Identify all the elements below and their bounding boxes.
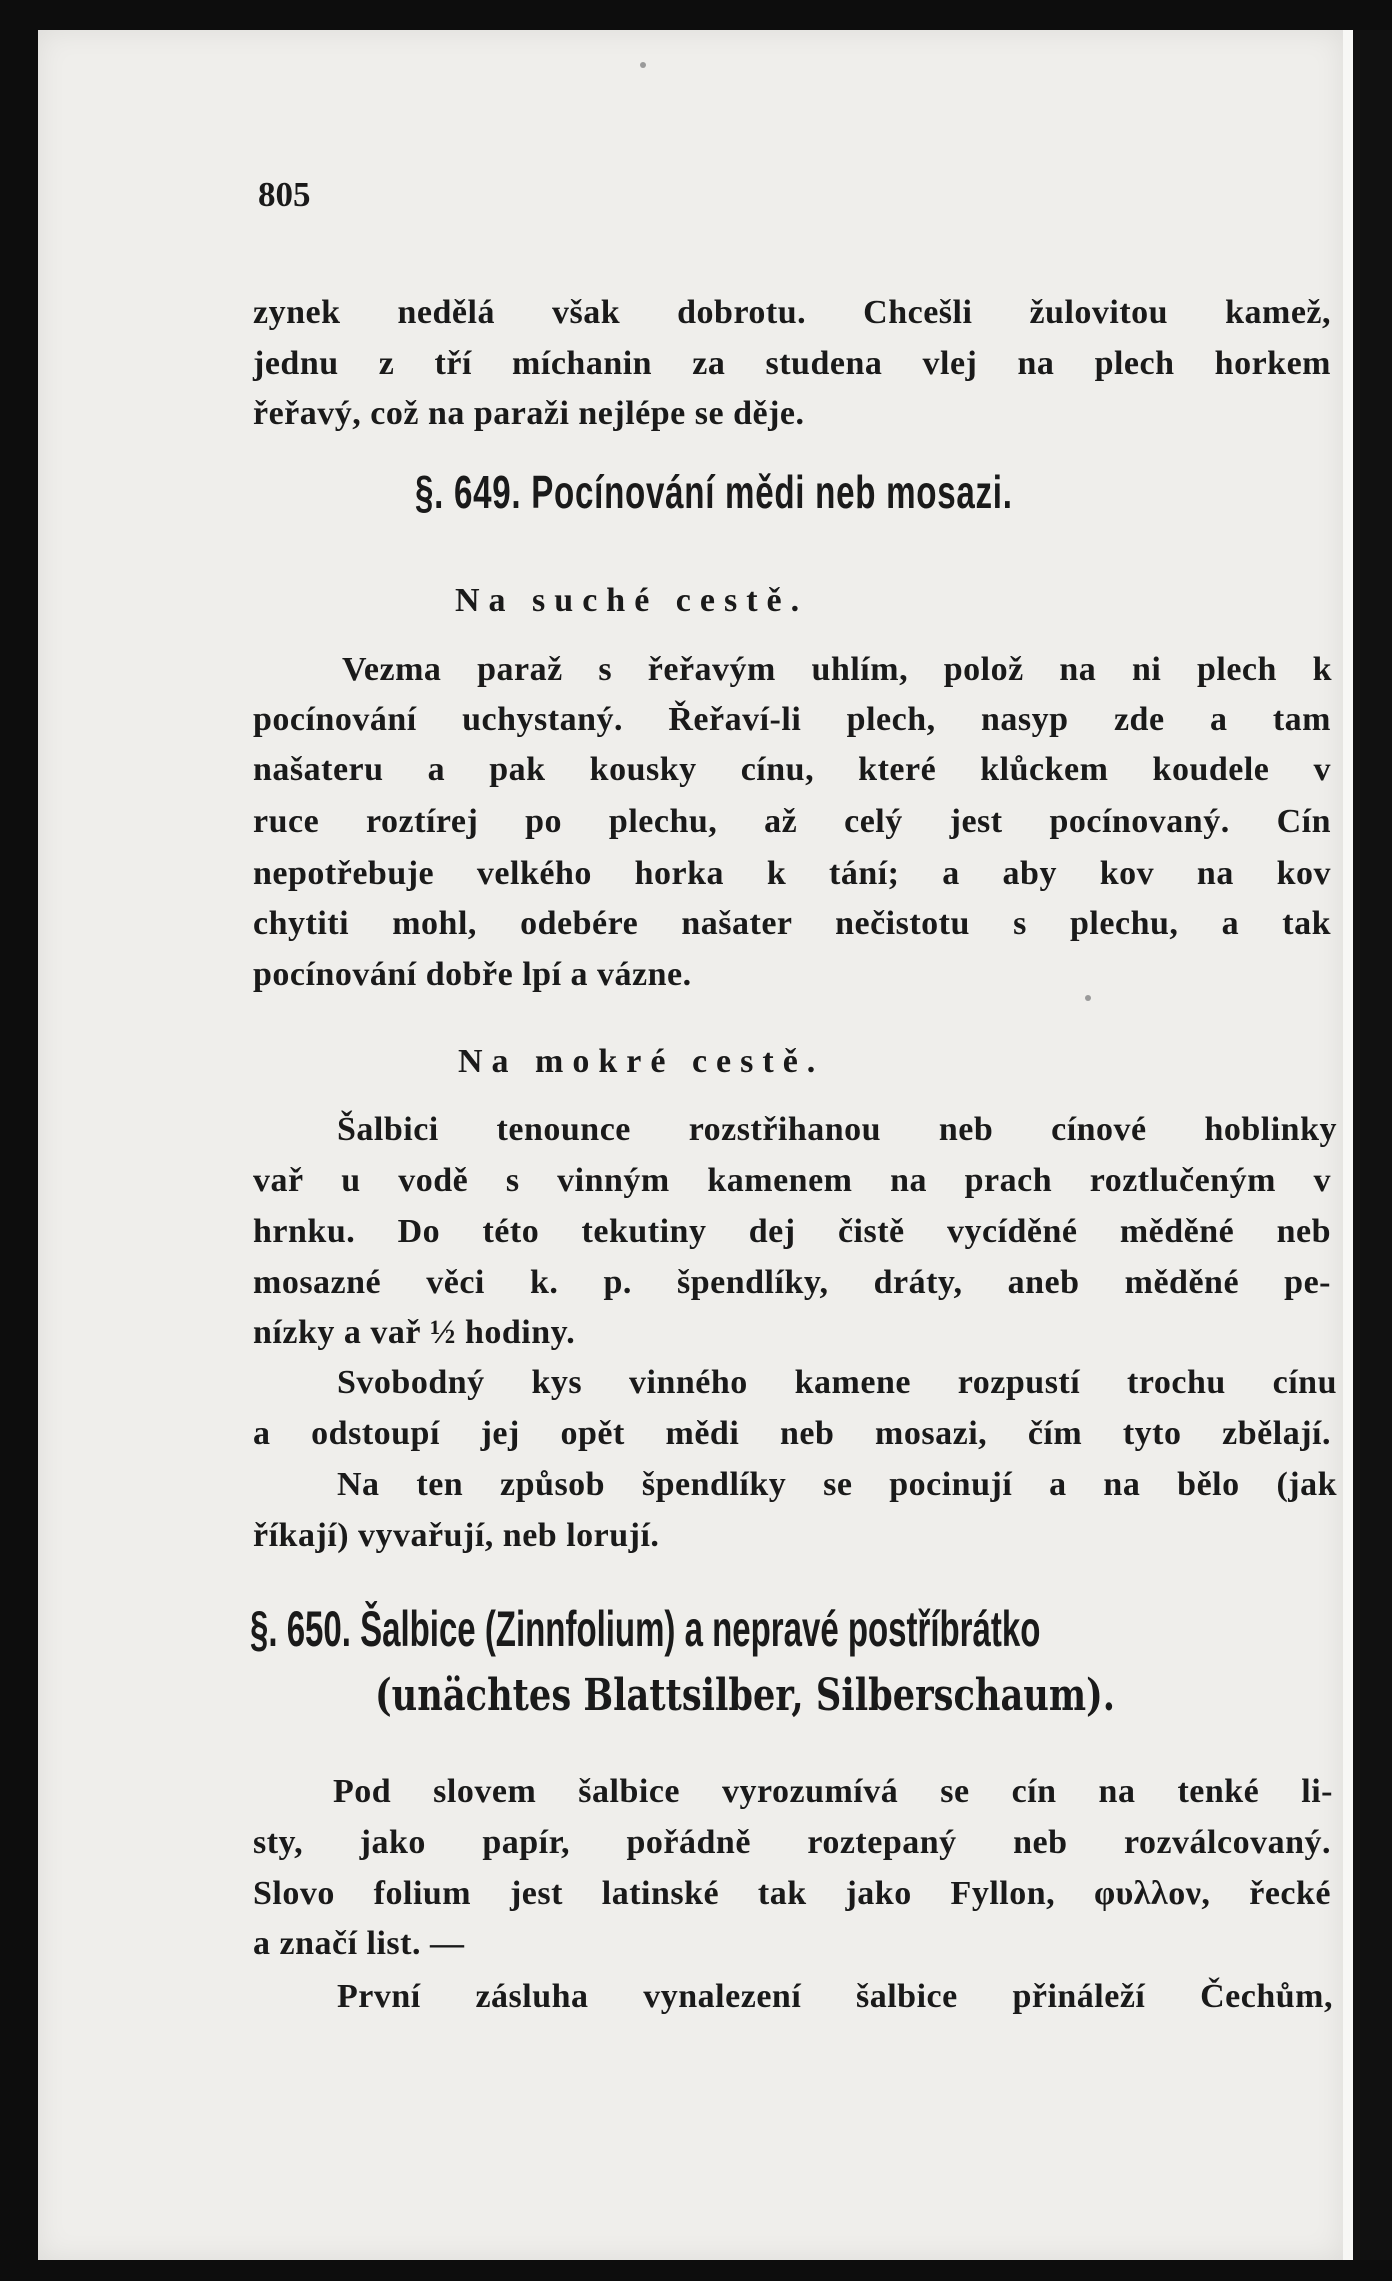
text-line: chytiti mohl, odebére našater nečistotu s plechu, a tak [253, 905, 1331, 942]
text-line: Na ten způsob špendlíky se pocinují a na bělo (jak [337, 1466, 1337, 1503]
text-line: Svobodný kys vinného kamene rozpustí trochu cínu [337, 1364, 1337, 1401]
text-line: sty, jako papír, pořádně roztepaný neb rozválcovaný. [253, 1824, 1331, 1861]
text-line: řeřavý, což na paraži nejlépe se děje. [253, 395, 805, 432]
subheading-wet-way: Na mokré cestě. [458, 1043, 825, 1080]
text-line: našateru a pak kousky cínu, které klůckem koudele v [253, 751, 1331, 788]
text-line: říkají) vyvařují, neb lorují. [253, 1517, 660, 1554]
text-line: jednu z tří míchanin za studena vlej na plech horkem [253, 345, 1331, 382]
text-line: Slovo folium jest latinské tak jako Fyllon, φυλλον, řecké [253, 1875, 1331, 1912]
text-line: ruce roztírej po plechu, až celý jest pocínovaný. Cín [253, 803, 1331, 840]
paper-speck [640, 62, 646, 68]
text-line: nepotřebuje velkého horka k tání; a aby kov na kov [253, 855, 1331, 892]
section-heading-650-subtitle: (unächtes Blattsilber, Silberschaum). [375, 1670, 1116, 1721]
text-line: vař u vodě s vinným kamenem na prach roztlučeným v [253, 1162, 1331, 1199]
text-line: První zásluha vynalezení šalbice přináleží Čechům, [337, 1978, 1333, 2015]
text-line: hrnku. Do této tekutiny dej čistě vycíděné měděné neb [253, 1213, 1331, 1250]
text-line: pocínování uchystaný. Řeřaví-li plech, nasyp zde a tam [253, 701, 1331, 738]
text-line: Vezma paraž s řeřavým uhlím, polož na ni plech k [342, 651, 1332, 688]
text-line: Šalbici tenounce rozstřihanou neb cínové hoblinky [337, 1111, 1337, 1148]
text-line: mosazné věci k. p. špendlíky, dráty, aneb měděné pe- [253, 1264, 1331, 1301]
paper-speck [1085, 995, 1091, 1001]
text-line: a odstoupí jej opět mědi neb mosazi, čím tyto zbělají. [253, 1415, 1331, 1452]
text-line: a značí list. — [253, 1925, 465, 1962]
text-line: Pod slovem šalbice vyrozumívá se cín na tenké li- [333, 1773, 1333, 1810]
text-line: zynek nedělá však dobrotu. Chcešli žulovitou kamež, [253, 294, 1331, 331]
text-line: nízky a vař ½ hodiny. [253, 1314, 576, 1351]
section-heading-650: §. 650. Šalbice (Zinnfolium) a nepravé postříbrátko [250, 1601, 1041, 1657]
section-heading-649: §. 649. Pocínování mědi neb mosazi. [415, 466, 1013, 518]
subheading-dry-way: Na suché cestě. [455, 582, 809, 619]
page-number: 805 [258, 175, 311, 214]
text-line: pocínování dobře lpí a vázne. [253, 956, 692, 993]
page-edge [1343, 30, 1392, 2260]
